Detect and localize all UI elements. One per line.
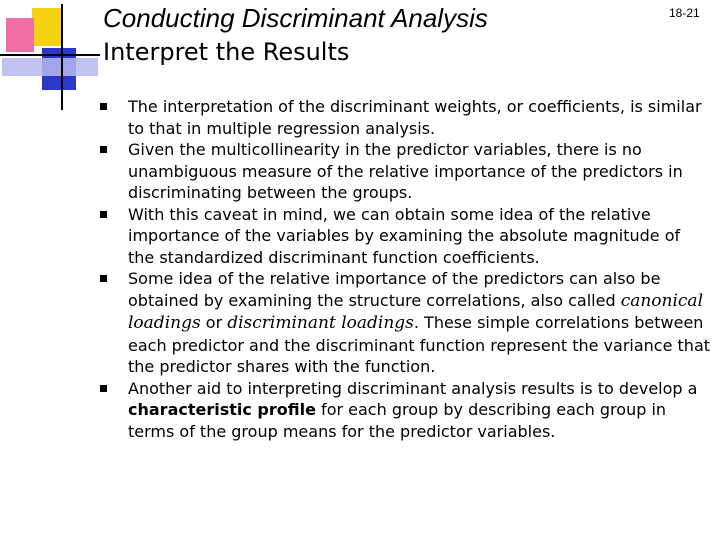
bullet-item — [98, 204, 710, 269]
bullet-text-part: for each group by describing each group in terms of the group means for the predictor variables. — [128, 400, 667, 441]
decorative-logo-graphic — [0, 0, 100, 110]
bullet-square-icon — [100, 211, 107, 218]
bullet-text: Given the multicollinearity in the predictor variables, there is no unambiguous measure of the relative importance of the predictors in discriminating between the groups. — [128, 140, 683, 202]
bullet-text-part: or — [200, 313, 228, 332]
bullet-text-part: Another aid to interpreting discriminant analysis results is to develop a — [128, 378, 698, 398]
bullet-text: With this caveat in mind, we can obtain some idea of the relative importance of the variables by examining the absolute magnitude of the standardized discriminant function coefficients. — [128, 204, 681, 267]
bullet-item — [98, 139, 710, 204]
bullet-list — [98, 96, 710, 442]
bullet-text: The interpretation of the discriminant weights, or coefficients, is similar to that in multiple regression analysis. — [128, 97, 702, 138]
term-characteristic-profile: characteristic profile — [128, 400, 316, 419]
bullet-text-part: . These simple correlations between each predictor and the discriminant function represent the variance that the predictor shares with the function. — [128, 313, 711, 376]
term-discriminant-loadings: discriminant loadings — [227, 313, 414, 333]
slide-subtitle: Interpret the Results — [103, 38, 350, 66]
slide-title: Conducting Discriminant Analysis — [103, 3, 488, 33]
bullet-square-icon — [100, 385, 107, 392]
logo-lavender-bar — [2, 58, 98, 76]
bullet-square-icon — [100, 146, 107, 153]
bullet-square-icon — [100, 275, 107, 282]
logo-yellow-square — [32, 8, 62, 46]
bullet-item — [98, 96, 710, 139]
logo-pink-square — [6, 18, 34, 52]
bullet-square-icon — [100, 103, 107, 110]
bullet-item — [98, 268, 710, 378]
term-canonical-loadings: canonical loadings — [128, 290, 704, 333]
bullet-item — [98, 378, 710, 443]
bullet-text-part: Some idea of the relative importance of the predictors can also be obtained by examining the structure correlations, also called — [128, 269, 661, 310]
slide-number: 18-21 — [669, 6, 700, 20]
